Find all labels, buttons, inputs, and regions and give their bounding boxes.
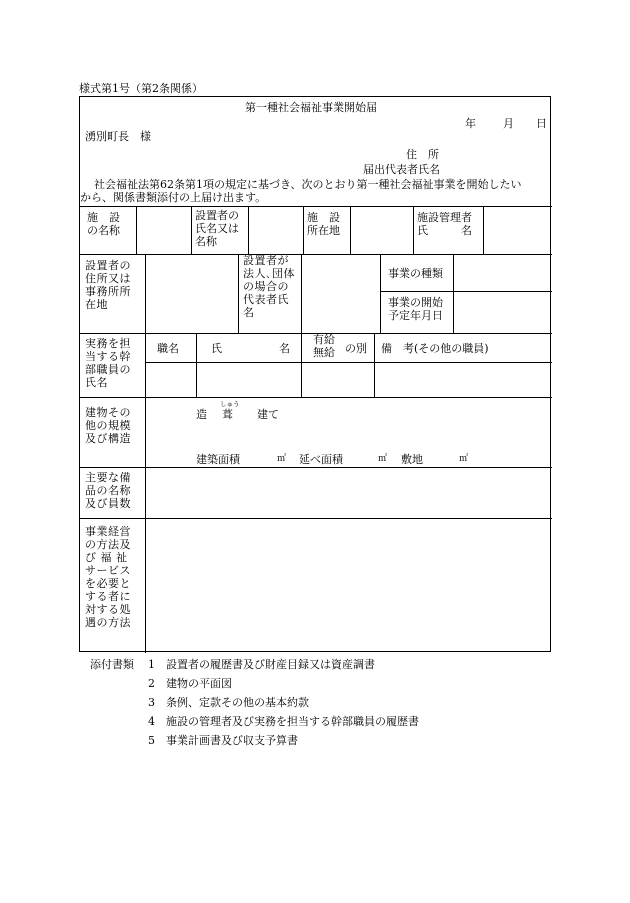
floor-area-label: 建築面積 [196,453,240,466]
staff-name-header-2: 名 [279,342,290,355]
floor-area-unit: ㎡ [277,454,287,464]
equipment-label: 主要な備 品の名称 及び員数 [85,471,131,510]
col-divider [196,333,197,397]
col-divider [191,206,192,254]
col-divider [350,206,351,254]
col-divider [453,254,454,333]
form-number: 様式第1号（第2条関係） [79,82,203,95]
establisher-name-label: 設置者の 氏名又は 名称 [195,209,239,248]
row-divider [380,291,552,292]
stories-label: 建て [257,408,279,421]
attachment-num-2: 2 [148,677,155,690]
staff-name-header-1: 氏 [211,342,222,355]
col-divider [145,397,146,653]
col-divider [301,333,302,397]
row-divider [80,206,552,207]
site-area-unit: ㎡ [459,454,469,464]
total-area-unit: ㎡ [378,454,388,464]
facility-location-label: 施 設 所在地 [307,211,340,237]
attachments-label: 添付書類 [90,658,134,671]
row-divider [80,254,552,255]
date-year: 年 [465,117,476,130]
applicant-address-label: 住 所 [406,148,439,161]
start-date-label: 事業の開始 予定年月日 [388,296,443,322]
attachment-num-5: 5 [148,734,155,747]
management-label: 事業経営 の方法及 び 福 祉 サービス を必要と する者に 対する処 遇の方法 [85,525,131,629]
staff-remarks-header: 備 考(その他の職員) [381,342,489,355]
roofing-ruby: しゅう [220,400,240,408]
corporation-rep-label: 設置者が 法人､団体 の場合の 代表者氏 名 [243,254,295,319]
row-divider [145,362,552,363]
row-divider [80,467,552,468]
col-divider [301,254,302,333]
col-divider [136,206,137,254]
date-month: 月 [503,117,514,130]
site-area-label: 敷地 [401,453,423,466]
col-divider [483,206,484,254]
attachment-num-1: 1 [148,658,155,671]
establisher-address-label: 設置者の 住所又は 事務所所 在地 [85,259,131,311]
staff-paid-suffix: の別 [345,342,367,355]
staff-label: 実務を担 当する幹 部職員の 氏名 [85,337,131,389]
col-divider [145,254,146,333]
col-divider [303,206,304,254]
facility-manager-label: 施設管理者 氏 名 [417,211,472,237]
roofing-kanji: 葺 [222,408,233,421]
business-type-label: 事業の種類 [388,267,443,280]
col-divider [238,254,239,333]
body-text-line1: 社会福祉法第62条第1項の規定に基づき、次のとおり第一種社会福祉事業を開始したい [94,178,522,191]
col-divider [380,254,381,333]
attachment-text-3: 条例、定款その他の基本約款 [166,696,309,709]
form-title: 第一種社会福祉事業開始届 [245,101,377,114]
total-area-label: 延べ面積 [299,453,343,466]
staff-position-header: 職名 [157,342,179,355]
col-divider [248,206,249,254]
construction-type: 造 [196,408,207,421]
facility-name-label: 施 設 の名称 [87,211,120,237]
attachment-num-3: 3 [148,696,155,709]
attachment-text-1: 設置者の履歴書及び財産目録又は資産調書 [166,658,375,671]
attachment-num-4: 4 [148,715,155,728]
date-day: 日 [536,117,547,130]
applicant-name-label: 届出代表者氏名 [363,163,440,176]
col-divider [145,333,146,397]
attachment-text-5: 事業計画書及び収支予算書 [166,734,298,747]
row-divider [80,397,552,398]
col-divider [374,333,375,397]
attachment-text-2: 建物の平面図 [166,677,232,690]
notification-form [79,96,551,652]
building-label: 建物その 他の規模 及び構造 [85,406,131,445]
body-text-line2: から、関係書類添付の上届け出ます。 [80,191,267,204]
col-divider [413,206,414,254]
attachment-text-4: 施設の管理者及び実務を担当する幹部職員の履歴書 [166,715,419,728]
addressee: 湧別町長 様 [85,130,151,143]
staff-paid-header: 有給 無給 [313,333,335,359]
row-divider [80,518,552,519]
